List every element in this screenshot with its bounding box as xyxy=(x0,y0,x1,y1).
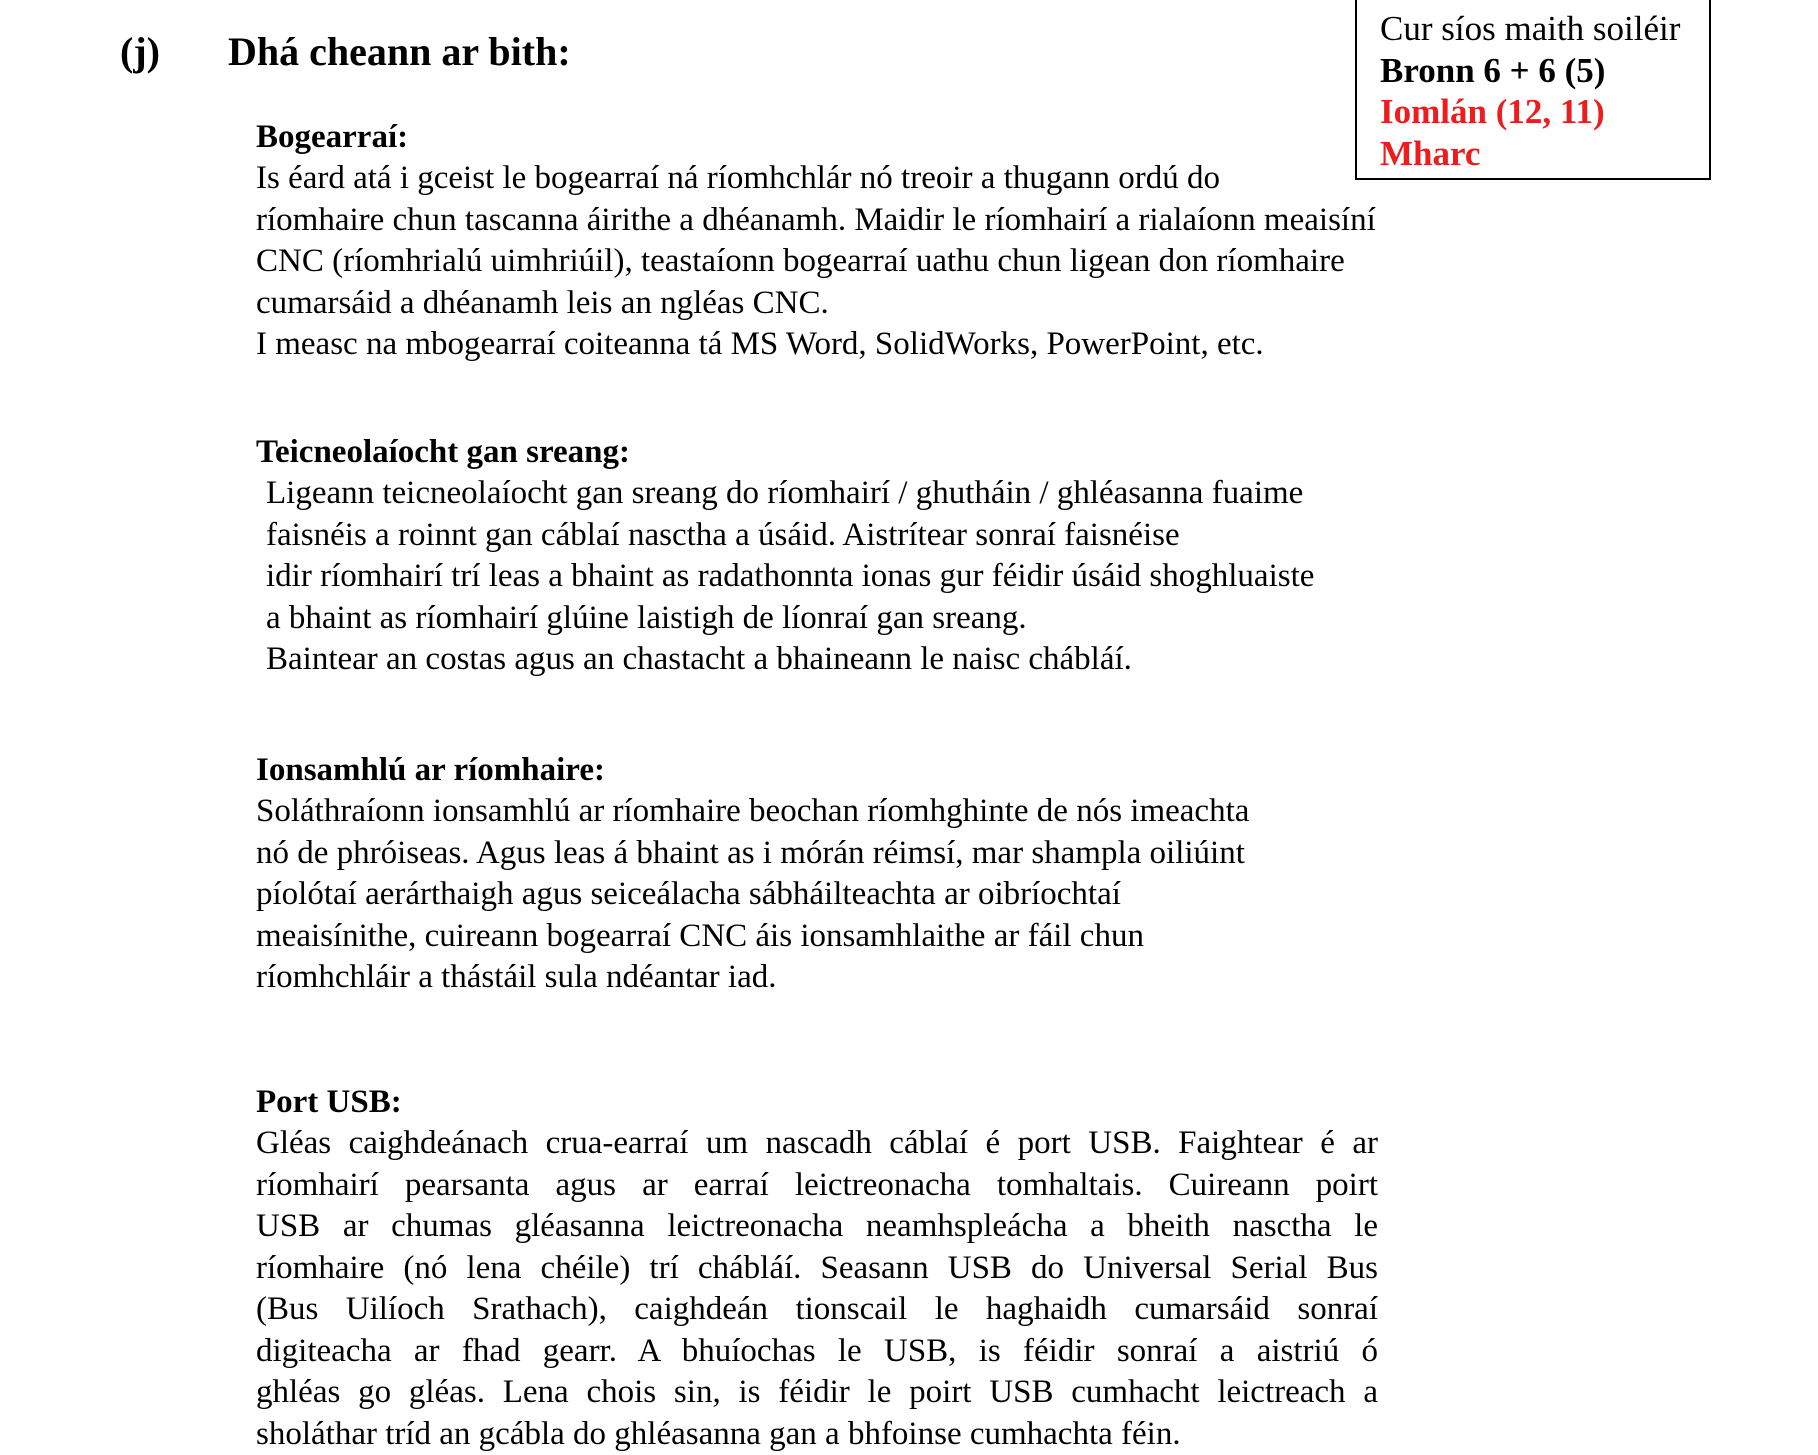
paragraph-line: idir ríomhairí trí leas a bhaint as radathonnta ionas gur féidir úsáid shoghluaiste xyxy=(256,556,1314,598)
paragraph-line: píolótaí aerárthaigh agus seiceálacha sábháilteachta ar oibríochtaí xyxy=(256,874,1249,916)
marks-unit: Mharc xyxy=(1380,133,1709,175)
paragraph-line: faisnéis a roinnt gan cáblaí nasctha a úsáid. Aistrítear sonraí faisnéise xyxy=(256,515,1314,557)
paragraph-line: meaisínithe, cuireann bogearraí CNC áis ionsamhlaithe ar fáil chun xyxy=(256,916,1249,958)
paragraph-line: CNC (ríomhrialú uimhriúil), teastaíonn bogearraí uathu chun ligean don ríomhaire xyxy=(256,241,1376,283)
section-heading: Ionsamhlú ar ríomhaire: xyxy=(256,749,1249,791)
section-heading: Port USB: xyxy=(256,1081,1378,1123)
paragraph-line: USB ar chumas gléasanna leictreonacha neamhspleácha a bheith nasctha le xyxy=(256,1206,1378,1248)
paragraph-line: ghléas go gléas. Lena chois sin, is féidir le poirt USB cumhacht leictreach a xyxy=(256,1372,1378,1414)
section-simulation xyxy=(256,749,1249,999)
section-software xyxy=(256,116,1376,366)
marking-scheme-box xyxy=(1355,0,1711,180)
paragraph-line: (Bus Uilíoch Srathach), caighdeán tionscail le haghaidh cumarsáid sonraí xyxy=(256,1289,1378,1331)
paragraph-line: ríomhaire (nó lena chéile) trí chábláí. Seasann USB do Universal Serial Bus xyxy=(256,1248,1378,1290)
marks-description: Cur síos maith soiléir xyxy=(1380,8,1709,50)
paragraph-line: digiteacha ar fhad gearr. A bhuíochas le USB, is féidir sonraí a aistriú ó xyxy=(256,1331,1378,1373)
question-label: (j) xyxy=(120,28,160,76)
question-title: Dhá cheann ar bith: xyxy=(228,28,571,76)
section-usb-port xyxy=(256,1081,1378,1455)
paragraph-line: Soláthraíonn ionsamhlú ar ríomhaire beochan ríomhghinte de nós imeachta xyxy=(256,791,1249,833)
paragraph-line: ríomhaire chun tascanna áirithe a dhéanamh. Maidir le ríomhairí a rialaíonn meaisíní xyxy=(256,200,1376,242)
section-heading: Bogearraí: xyxy=(256,116,1376,158)
marks-total: Iomlán (12, 11) xyxy=(1380,91,1709,133)
paragraph-line: cumarsáid a dhéanamh leis an ngléas CNC. xyxy=(256,283,1376,325)
paragraph-line: Is éard atá i gceist le bogearraí ná ríomhchlár nó treoir a thugann ordú do xyxy=(256,158,1376,200)
section-heading: Teicneolaíocht gan sreang: xyxy=(256,431,1314,473)
paragraph-line: a bhaint as ríomhairí glúine laistigh de líonraí gan sreang. xyxy=(256,598,1314,640)
paragraph-line: Gléas caighdeánach crua-earraí um nascadh cáblaí é port USB. Faightear é ar xyxy=(256,1123,1378,1165)
paragraph-line: I measc na mbogearraí coiteanna tá MS Word, SolidWorks, PowerPoint, etc. xyxy=(256,324,1376,366)
paragraph-line: Ligeann teicneolaíocht gan sreang do ríomhairí / ghutháin / ghléasanna fuaime xyxy=(256,473,1314,515)
paragraph-line: nó de phróiseas. Agus leas á bhaint as i mórán réimsí, mar shampla oiliúint xyxy=(256,833,1249,875)
paragraph-line: ríomhchláir a thástáil sula ndéantar iad. xyxy=(256,957,1249,999)
paragraph-line: sholáthar tríd an gcábla do ghléasanna gan a bhfoinse cumhachta féin. xyxy=(256,1414,1378,1455)
paragraph-line: Baintear an costas agus an chastacht a bhaineann le naisc chábláí. xyxy=(256,639,1314,681)
paragraph-line: ríomhairí pearsanta agus ar earraí leictreonacha tomhaltais. Cuireann poirt xyxy=(256,1165,1378,1207)
section-wireless xyxy=(256,431,1314,681)
marks-award: Bronn 6 + 6 (5) xyxy=(1380,50,1709,92)
